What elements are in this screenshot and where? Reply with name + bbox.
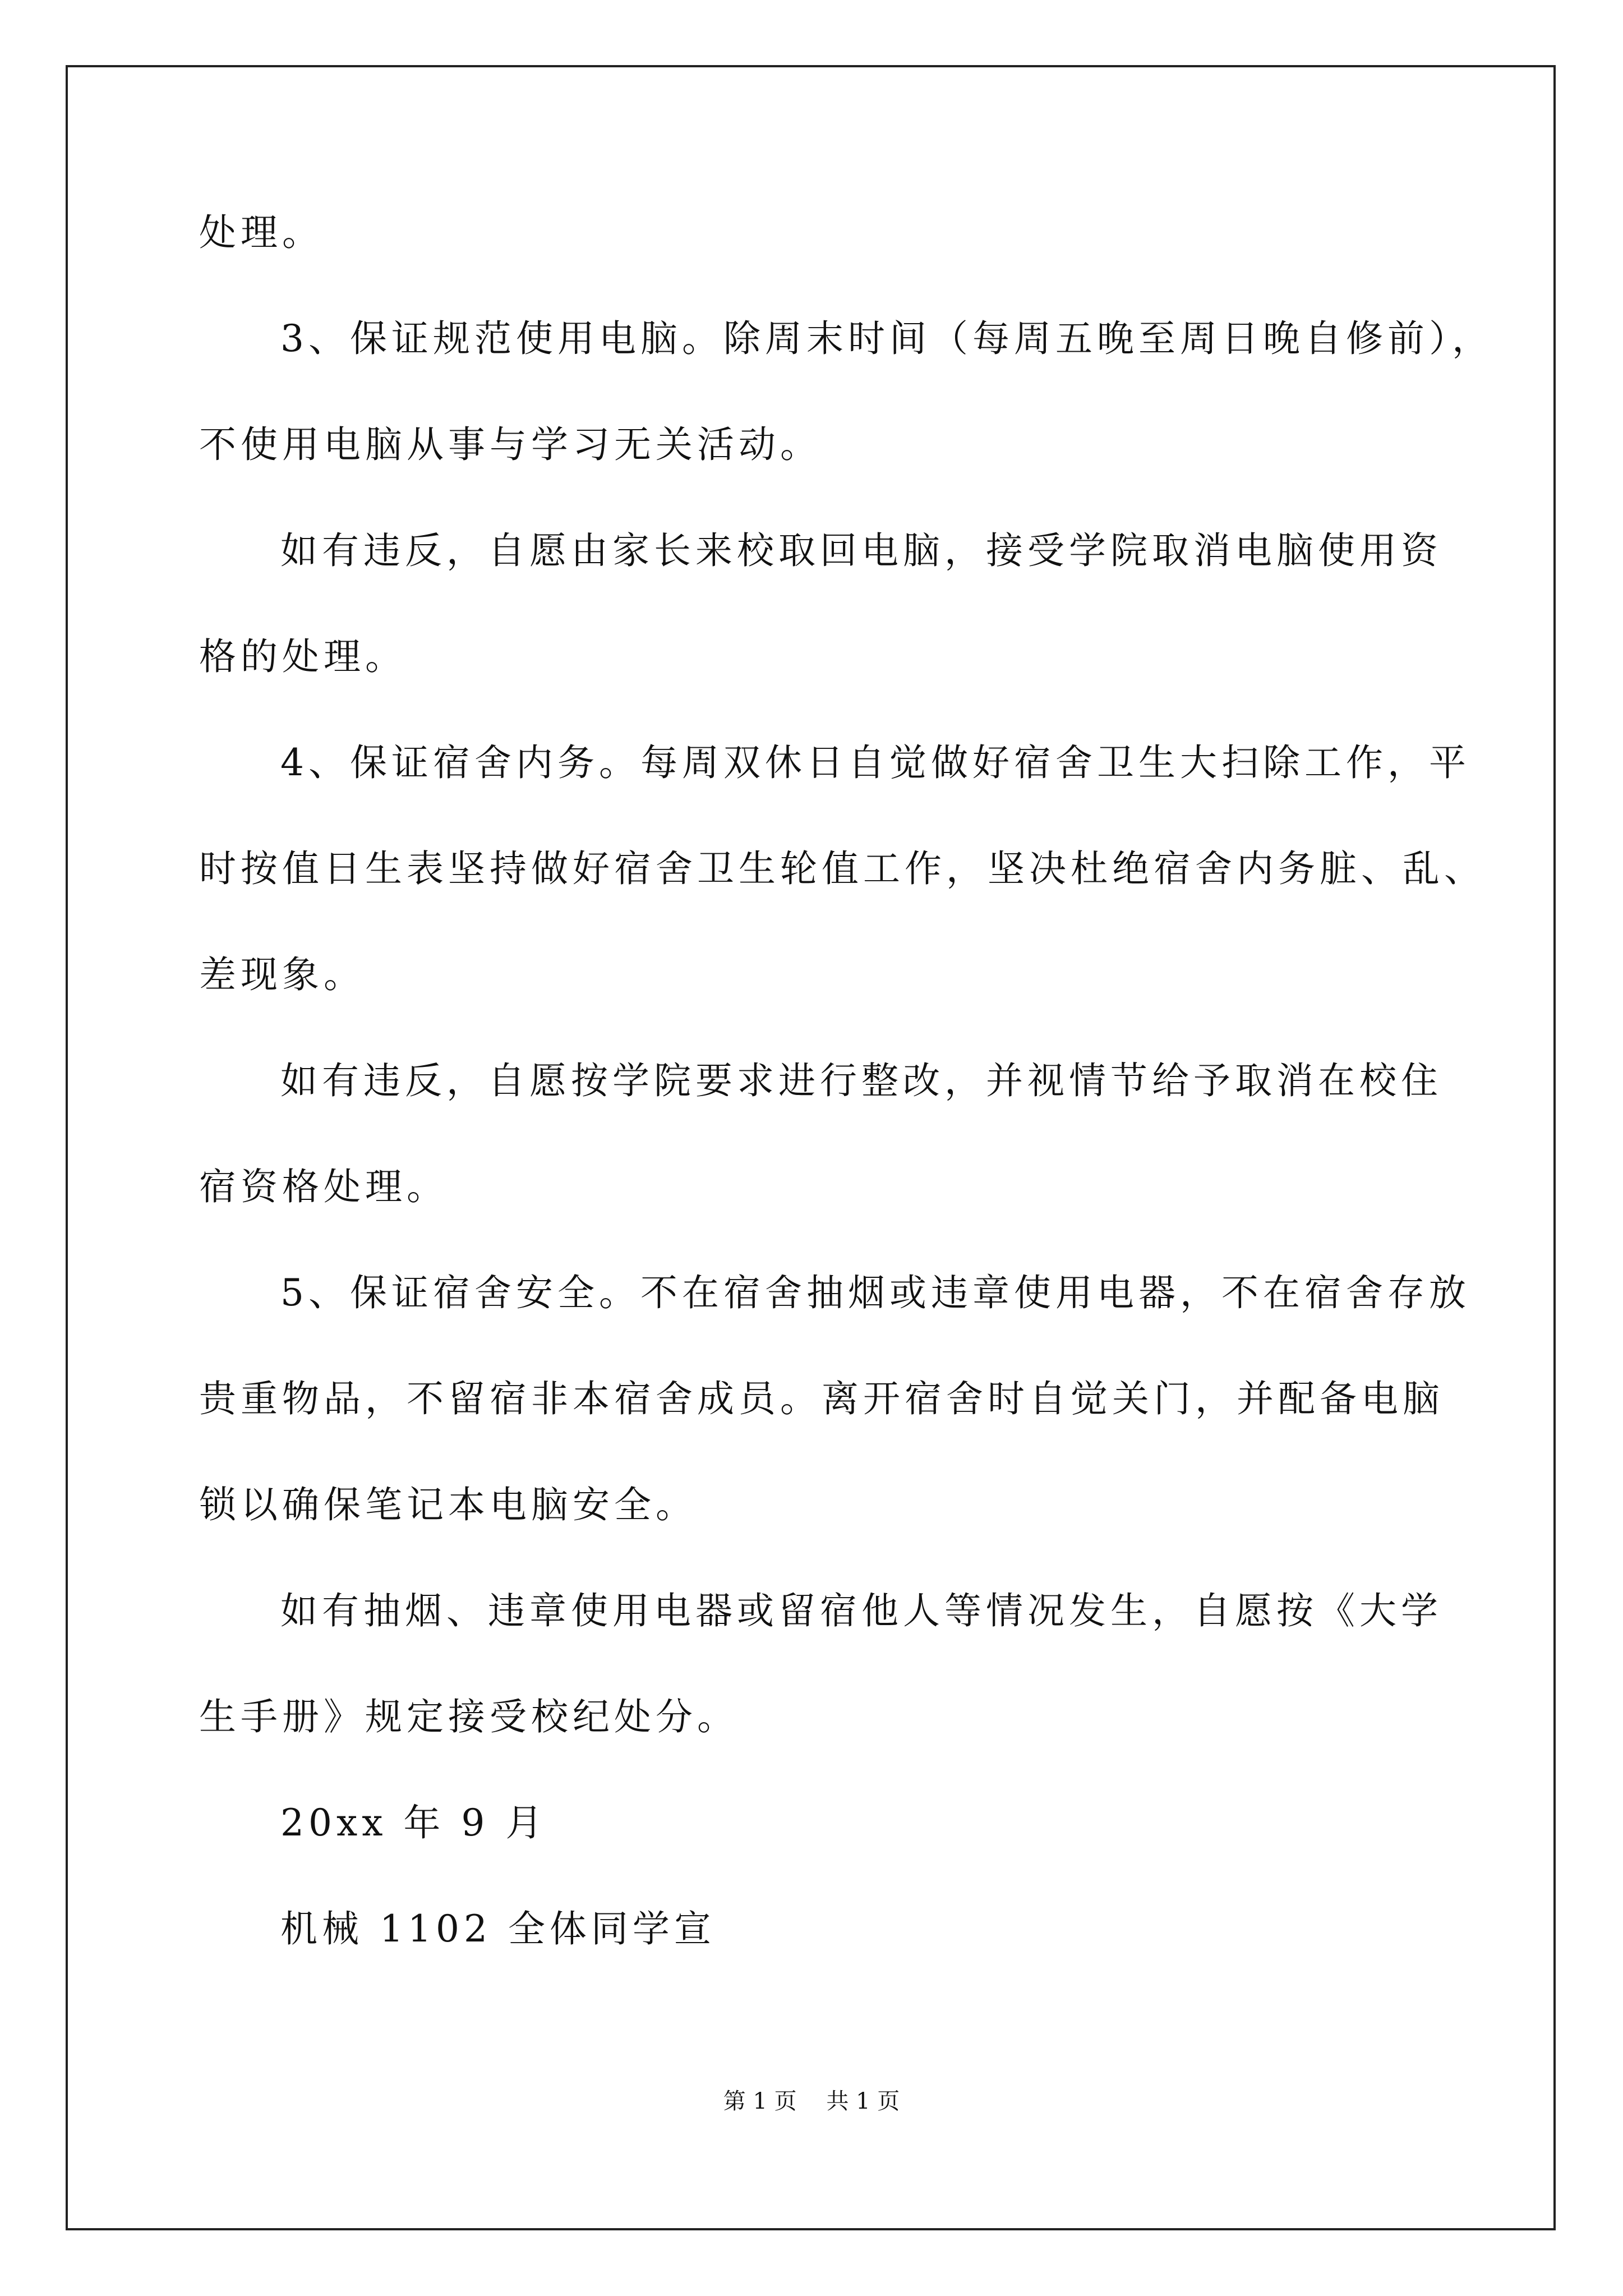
text-line: 如有违反，自愿按学院要求进行整改，并视情节给予取消在校住 (280, 1059, 1442, 1102)
date-line: 20xx 年 9 月 (280, 1801, 547, 1844)
text-line: 4、保证宿舍内务。每周双休日自觉做好宿舍卫生大扫除工作，平 (280, 741, 1470, 784)
text-line: 不使用电脑从事与学习无关活动。 (199, 423, 822, 466)
text-line: 3、保证规范使用电脑。除周末时间（每周五晚至周日晚自修前）， (280, 317, 1493, 360)
text-line: 格的处理。 (199, 635, 407, 678)
signature-line: 机械 1102 全体同学宣 (280, 1907, 716, 1950)
text-line: 生手册》规定接受校纪处分。 (199, 1695, 739, 1738)
text-line: 时按值日生表坚持做好宿舍卫生轮值工作，坚决杜绝宿舍内务脏、乱、 (199, 847, 1486, 890)
text-line: 宿资格处理。 (199, 1165, 448, 1208)
text-line: 贵重物品，不留宿非本宿舍成员。离开宿舍时自觉关门，并配备电脑 (199, 1377, 1444, 1420)
page-footer (0, 2087, 1623, 2115)
text-line: 如有抽烟、违章使用电器或留宿他人等情况发生，自愿按《大学 (280, 1589, 1442, 1632)
text-line: 如有违反，自愿由家长来校取回电脑，接受学院取消电脑使用资 (280, 529, 1442, 572)
text-line: 处理。 (199, 211, 324, 254)
page-total: 共 1 页 (826, 2088, 900, 2114)
text-line: 5、保证宿舍安全。不在宿舍抽烟或违章使用电器，不在宿舍存放 (280, 1271, 1470, 1314)
page-number: 第 1 页 (723, 2088, 797, 2114)
text-line: 锁以确保笔记本电脑安全。 (199, 1483, 697, 1526)
text-line: 差现象。 (199, 953, 365, 996)
